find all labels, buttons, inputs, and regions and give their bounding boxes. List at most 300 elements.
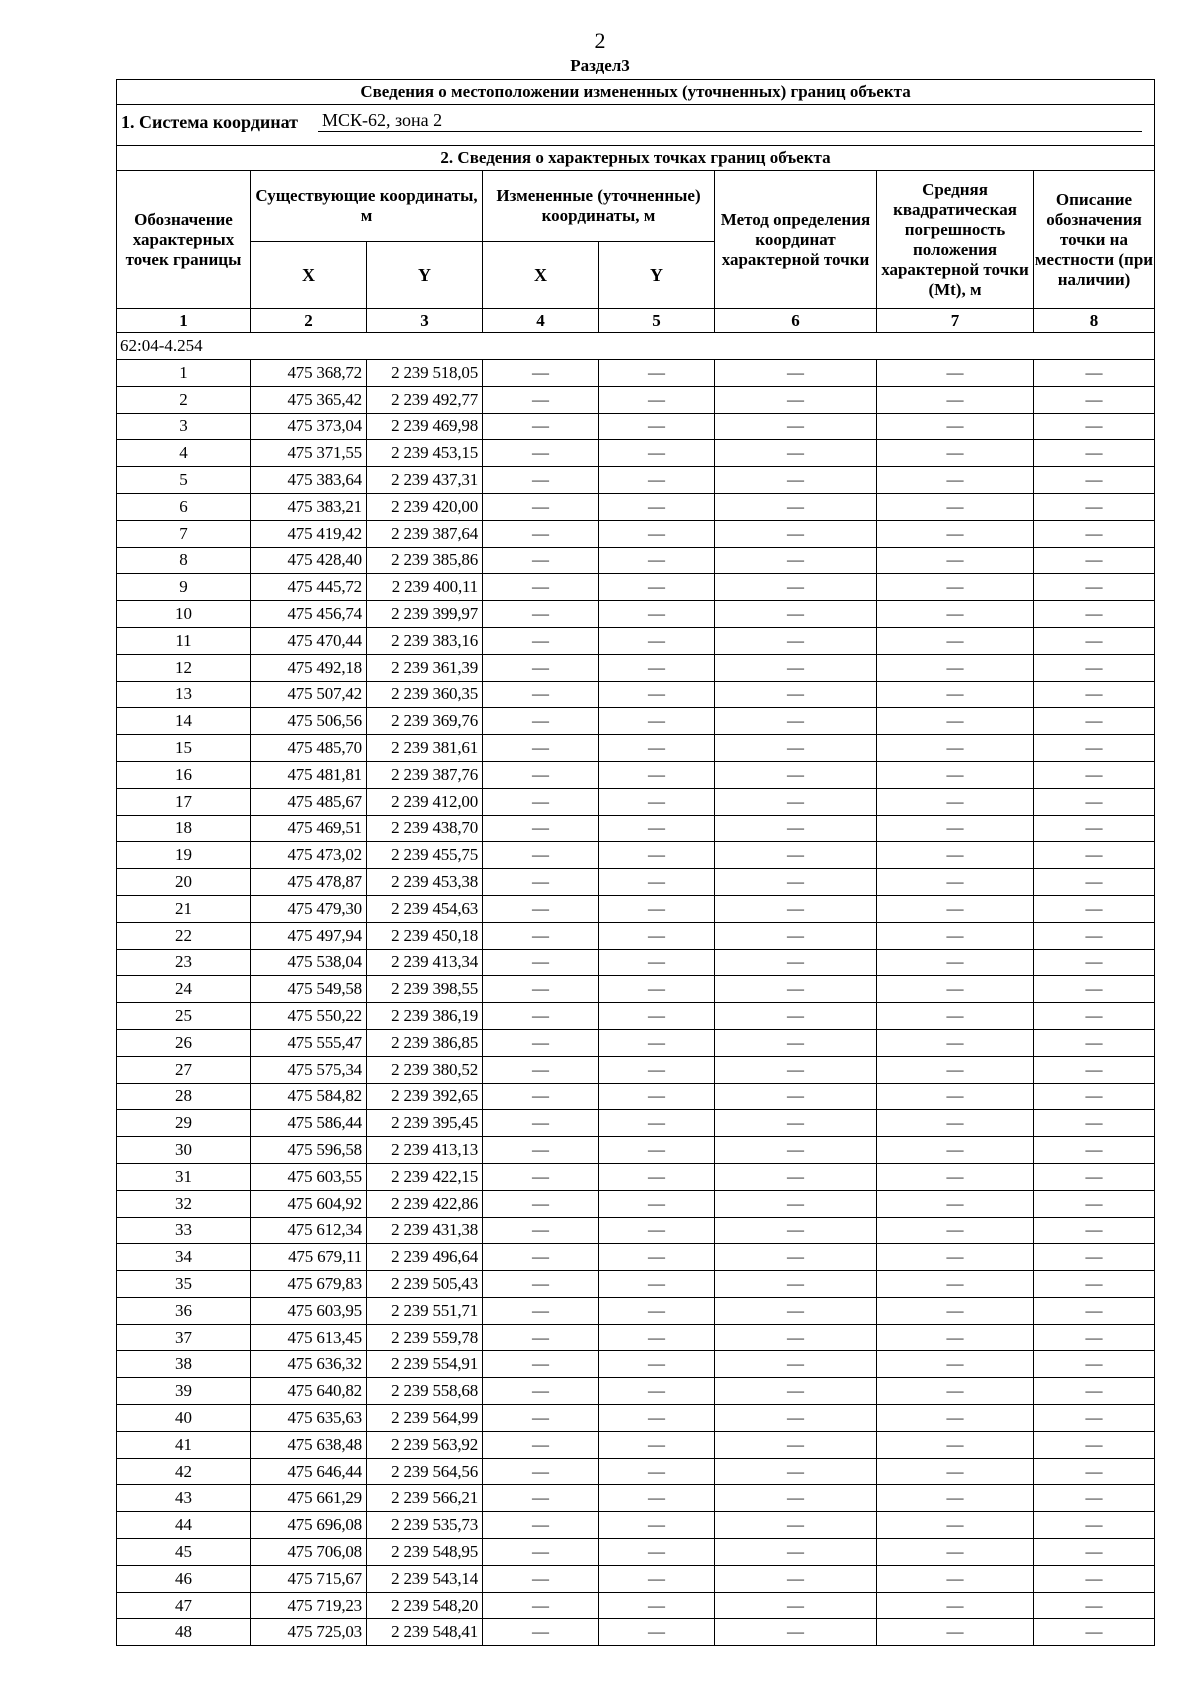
changed-x-cell: — — [483, 1539, 599, 1566]
changed-x-cell: — — [483, 788, 599, 815]
changed-y-cell: — — [599, 1378, 715, 1405]
point-number-cell: 23 — [117, 949, 251, 976]
existing-x-cell: 475 679,11 — [251, 1244, 367, 1271]
changed-y-cell: — — [599, 1539, 715, 1566]
method-cell: — — [715, 1324, 877, 1351]
existing-y-cell: 2 239 399,97 — [367, 601, 483, 628]
error-cell: — — [877, 1405, 1034, 1432]
method-cell: — — [715, 1056, 877, 1083]
existing-x-cell: 475 584,82 — [251, 1083, 367, 1110]
table-row — [117, 520, 1155, 547]
existing-x-cell: 475 506,56 — [251, 708, 367, 735]
section-label: Раздел3 — [570, 56, 630, 75]
changed-y-cell: — — [599, 627, 715, 654]
existing-x-cell: 475 612,34 — [251, 1217, 367, 1244]
error-cell: — — [877, 1351, 1034, 1378]
table-row — [117, 1324, 1155, 1351]
changed-x-cell: — — [483, 547, 599, 574]
point-number-cell: 32 — [117, 1190, 251, 1217]
existing-y-cell: 2 239 551,71 — [367, 1297, 483, 1324]
changed-y-cell: — — [599, 949, 715, 976]
column-number: 8 — [1034, 309, 1155, 333]
description-cell: — — [1034, 1244, 1155, 1271]
description-cell: — — [1034, 1190, 1155, 1217]
header-existing-x: X — [251, 242, 367, 309]
method-cell: — — [715, 1244, 877, 1271]
method-cell: — — [715, 386, 877, 413]
existing-y-cell: 2 239 385,86 — [367, 547, 483, 574]
changed-y-cell: — — [599, 895, 715, 922]
existing-y-cell: 2 239 454,63 — [367, 895, 483, 922]
point-number-cell: 17 — [117, 788, 251, 815]
method-cell: — — [715, 1083, 877, 1110]
table-row — [117, 1458, 1155, 1485]
existing-x-cell: 475 636,32 — [251, 1351, 367, 1378]
method-cell: — — [715, 1539, 877, 1566]
table-row — [117, 627, 1155, 654]
existing-x-cell: 475 479,30 — [251, 895, 367, 922]
error-cell: — — [877, 493, 1034, 520]
point-number-cell: 37 — [117, 1324, 251, 1351]
point-number-cell: 44 — [117, 1512, 251, 1539]
table-row — [117, 681, 1155, 708]
table-row — [117, 1592, 1155, 1619]
existing-x-cell: 475 469,51 — [251, 815, 367, 842]
changed-x-cell: — — [483, 1110, 599, 1137]
table-row — [117, 1056, 1155, 1083]
changed-y-cell: — — [599, 788, 715, 815]
existing-x-cell: 475 383,21 — [251, 493, 367, 520]
changed-x-cell: — — [483, 1056, 599, 1083]
existing-y-cell: 2 239 387,64 — [367, 520, 483, 547]
table-row — [117, 735, 1155, 762]
description-cell: — — [1034, 761, 1155, 788]
existing-y-cell: 2 239 558,68 — [367, 1378, 483, 1405]
method-cell: — — [715, 493, 877, 520]
point-number-cell: 5 — [117, 467, 251, 494]
header-changed-x: X — [483, 242, 599, 309]
existing-x-cell: 475 555,47 — [251, 1029, 367, 1056]
method-cell: — — [715, 788, 877, 815]
existing-x-cell: 475 635,63 — [251, 1405, 367, 1432]
description-cell: — — [1034, 1297, 1155, 1324]
error-cell: — — [877, 735, 1034, 762]
description-cell: — — [1034, 1512, 1155, 1539]
existing-y-cell: 2 239 361,39 — [367, 654, 483, 681]
error-cell: — — [877, 1003, 1034, 1030]
changed-y-cell: — — [599, 1619, 715, 1646]
changed-x-cell: — — [483, 1431, 599, 1458]
method-cell: — — [715, 360, 877, 387]
points-title: 2. Сведения о характерных точках границ объекта — [117, 146, 1155, 171]
description-cell: — — [1034, 440, 1155, 467]
existing-y-cell: 2 239 450,18 — [367, 922, 483, 949]
description-cell: — — [1034, 1351, 1155, 1378]
error-cell: — — [877, 413, 1034, 440]
changed-x-cell: — — [483, 815, 599, 842]
method-cell: — — [715, 1431, 877, 1458]
point-number-cell: 15 — [117, 735, 251, 762]
existing-x-cell: 475 679,83 — [251, 1271, 367, 1298]
table-row — [117, 1271, 1155, 1298]
existing-y-cell: 2 239 400,11 — [367, 574, 483, 601]
existing-x-cell: 475 604,92 — [251, 1190, 367, 1217]
point-number-cell: 26 — [117, 1029, 251, 1056]
table-row — [117, 708, 1155, 735]
point-number-cell: 8 — [117, 547, 251, 574]
point-number-cell: 9 — [117, 574, 251, 601]
table-row — [117, 842, 1155, 869]
point-number-cell: 28 — [117, 1083, 251, 1110]
existing-x-cell: 475 549,58 — [251, 976, 367, 1003]
existing-y-cell: 2 239 559,78 — [367, 1324, 483, 1351]
page-number: 2 — [594, 28, 606, 53]
error-cell: — — [877, 1619, 1034, 1646]
existing-y-cell: 2 239 453,15 — [367, 440, 483, 467]
method-cell: — — [715, 1351, 877, 1378]
point-number-cell: 20 — [117, 869, 251, 896]
existing-x-cell: 475 706,08 — [251, 1539, 367, 1566]
method-cell: — — [715, 1378, 877, 1405]
error-cell: — — [877, 1297, 1034, 1324]
changed-y-cell: — — [599, 735, 715, 762]
changed-y-cell: — — [599, 493, 715, 520]
point-number-cell: 4 — [117, 440, 251, 467]
existing-y-cell: 2 239 369,76 — [367, 708, 483, 735]
changed-x-cell: — — [483, 1083, 599, 1110]
method-cell: — — [715, 1137, 877, 1164]
changed-y-cell: — — [599, 574, 715, 601]
description-cell: — — [1034, 1565, 1155, 1592]
existing-x-cell: 475 719,23 — [251, 1592, 367, 1619]
method-cell: — — [715, 1110, 877, 1137]
changed-y-cell: — — [599, 1512, 715, 1539]
changed-x-cell: — — [483, 413, 599, 440]
changed-x-cell: — — [483, 1378, 599, 1405]
existing-x-cell: 475 373,04 — [251, 413, 367, 440]
description-cell: — — [1034, 493, 1155, 520]
error-cell: — — [877, 1244, 1034, 1271]
coord-system-label: 1. Система координат — [121, 112, 298, 132]
existing-x-cell: 475 550,22 — [251, 1003, 367, 1030]
existing-x-cell: 475 507,42 — [251, 681, 367, 708]
description-cell: — — [1034, 842, 1155, 869]
existing-x-cell: 475 586,44 — [251, 1110, 367, 1137]
column-number: 2 — [251, 309, 367, 333]
table-row — [117, 360, 1155, 387]
method-cell: — — [715, 413, 877, 440]
changed-x-cell: — — [483, 761, 599, 788]
changed-x-cell: — — [483, 869, 599, 896]
changed-y-cell: — — [599, 1485, 715, 1512]
existing-y-cell: 2 239 566,21 — [367, 1485, 483, 1512]
point-number-cell: 22 — [117, 922, 251, 949]
error-cell: — — [877, 1485, 1034, 1512]
changed-x-cell: — — [483, 574, 599, 601]
changed-y-cell: — — [599, 1324, 715, 1351]
changed-y-cell: — — [599, 1244, 715, 1271]
existing-y-cell: 2 239 431,38 — [367, 1217, 483, 1244]
table-row — [117, 386, 1155, 413]
existing-y-cell: 2 239 413,13 — [367, 1137, 483, 1164]
changed-x-cell: — — [483, 735, 599, 762]
header-error: Средняя квадратическая погрешность положения характерной точки (Mt), м — [877, 171, 1034, 309]
changed-y-cell: — — [599, 547, 715, 574]
existing-y-cell: 2 239 455,75 — [367, 842, 483, 869]
existing-y-cell: 2 239 438,70 — [367, 815, 483, 842]
existing-y-cell: 2 239 548,20 — [367, 1592, 483, 1619]
table-row — [117, 1217, 1155, 1244]
existing-x-cell: 475 715,67 — [251, 1565, 367, 1592]
method-cell: — — [715, 1485, 877, 1512]
table-row — [117, 976, 1155, 1003]
point-number-cell: 27 — [117, 1056, 251, 1083]
changed-x-cell: — — [483, 1458, 599, 1485]
changed-y-cell: — — [599, 1029, 715, 1056]
point-number-cell: 38 — [117, 1351, 251, 1378]
changed-x-cell: — — [483, 627, 599, 654]
existing-y-cell: 2 239 392,65 — [367, 1083, 483, 1110]
error-cell: — — [877, 547, 1034, 574]
point-number-cell: 36 — [117, 1297, 251, 1324]
description-cell: — — [1034, 520, 1155, 547]
changed-y-cell: — — [599, 440, 715, 467]
existing-x-cell: 475 640,82 — [251, 1378, 367, 1405]
existing-x-cell: 475 419,42 — [251, 520, 367, 547]
error-cell: — — [877, 467, 1034, 494]
point-number-cell: 12 — [117, 654, 251, 681]
changed-y-cell: — — [599, 1565, 715, 1592]
existing-x-cell: 475 538,04 — [251, 949, 367, 976]
error-cell: — — [877, 601, 1034, 628]
column-number: 6 — [715, 309, 877, 333]
description-cell: — — [1034, 1458, 1155, 1485]
description-cell: — — [1034, 1110, 1155, 1137]
changed-x-cell: — — [483, 1592, 599, 1619]
method-cell: — — [715, 1003, 877, 1030]
existing-x-cell: 475 481,81 — [251, 761, 367, 788]
existing-y-cell: 2 239 380,52 — [367, 1056, 483, 1083]
error-cell: — — [877, 1137, 1034, 1164]
point-number-cell: 45 — [117, 1539, 251, 1566]
point-number-cell: 11 — [117, 627, 251, 654]
point-number-cell: 1 — [117, 360, 251, 387]
error-cell: — — [877, 1163, 1034, 1190]
changed-y-cell: — — [599, 922, 715, 949]
existing-y-cell: 2 239 360,35 — [367, 681, 483, 708]
error-cell: — — [877, 1083, 1034, 1110]
changed-y-cell: — — [599, 976, 715, 1003]
changed-x-cell: — — [483, 1003, 599, 1030]
error-cell: — — [877, 922, 1034, 949]
changed-x-cell: — — [483, 654, 599, 681]
description-cell: — — [1034, 895, 1155, 922]
point-number-cell: 7 — [117, 520, 251, 547]
description-cell: — — [1034, 1137, 1155, 1164]
changed-x-cell: — — [483, 1271, 599, 1298]
changed-x-cell: — — [483, 467, 599, 494]
point-number-cell: 16 — [117, 761, 251, 788]
method-cell: — — [715, 869, 877, 896]
changed-y-cell: — — [599, 869, 715, 896]
changed-y-cell: — — [599, 413, 715, 440]
description-cell: — — [1034, 1271, 1155, 1298]
point-number-cell: 18 — [117, 815, 251, 842]
description-cell: — — [1034, 1405, 1155, 1432]
existing-x-cell: 475 596,58 — [251, 1137, 367, 1164]
table-row — [117, 761, 1155, 788]
description-cell: — — [1034, 574, 1155, 601]
table-row — [117, 815, 1155, 842]
table-row — [117, 1431, 1155, 1458]
method-cell: — — [715, 976, 877, 1003]
table-row — [117, 654, 1155, 681]
changed-x-cell: — — [483, 1029, 599, 1056]
changed-y-cell: — — [599, 1110, 715, 1137]
existing-y-cell: 2 239 563,92 — [367, 1431, 483, 1458]
existing-y-cell: 2 239 422,86 — [367, 1190, 483, 1217]
existing-x-cell: 475 696,08 — [251, 1512, 367, 1539]
changed-y-cell: — — [599, 842, 715, 869]
existing-x-cell: 475 365,42 — [251, 386, 367, 413]
error-cell: — — [877, 1029, 1034, 1056]
existing-y-cell: 2 239 548,95 — [367, 1539, 483, 1566]
header-changed-coords: Измененные (уточненные) координаты, м — [483, 171, 715, 242]
method-cell: — — [715, 1271, 877, 1298]
table-row — [117, 1539, 1155, 1566]
method-cell: — — [715, 735, 877, 762]
description-cell: — — [1034, 815, 1155, 842]
description-cell: — — [1034, 1217, 1155, 1244]
changed-y-cell: — — [599, 1137, 715, 1164]
changed-x-cell: — — [483, 1485, 599, 1512]
existing-y-cell: 2 239 386,85 — [367, 1029, 483, 1056]
changed-x-cell: — — [483, 440, 599, 467]
point-number-cell: 19 — [117, 842, 251, 869]
error-cell: — — [877, 1378, 1034, 1405]
error-cell: — — [877, 842, 1034, 869]
method-cell: — — [715, 949, 877, 976]
existing-y-cell: 2 239 422,15 — [367, 1163, 483, 1190]
method-cell: — — [715, 895, 877, 922]
error-cell: — — [877, 761, 1034, 788]
table-row — [117, 574, 1155, 601]
table-row — [117, 1190, 1155, 1217]
description-cell: — — [1034, 413, 1155, 440]
error-cell: — — [877, 574, 1034, 601]
table-row — [117, 1083, 1155, 1110]
point-number-cell: 47 — [117, 1592, 251, 1619]
existing-x-cell: 475 445,72 — [251, 574, 367, 601]
error-cell: — — [877, 654, 1034, 681]
method-cell: — — [715, 1565, 877, 1592]
description-cell: — — [1034, 1083, 1155, 1110]
changed-y-cell: — — [599, 1083, 715, 1110]
point-number-cell: 41 — [117, 1431, 251, 1458]
existing-x-cell: 475 383,64 — [251, 467, 367, 494]
changed-x-cell: — — [483, 976, 599, 1003]
changed-y-cell: — — [599, 1163, 715, 1190]
existing-y-cell: 2 239 413,34 — [367, 949, 483, 976]
point-number-cell: 46 — [117, 1565, 251, 1592]
changed-y-cell: — — [599, 708, 715, 735]
point-number-cell: 3 — [117, 413, 251, 440]
method-cell: — — [715, 547, 877, 574]
description-cell: — — [1034, 1324, 1155, 1351]
method-cell: — — [715, 440, 877, 467]
changed-x-cell: — — [483, 1244, 599, 1271]
existing-y-cell: 2 239 412,00 — [367, 788, 483, 815]
changed-x-cell: — — [483, 1619, 599, 1646]
changed-y-cell: — — [599, 1217, 715, 1244]
table-row — [117, 1619, 1155, 1646]
changed-y-cell: — — [599, 1431, 715, 1458]
changed-x-cell: — — [483, 1351, 599, 1378]
error-cell: — — [877, 681, 1034, 708]
method-cell: — — [715, 627, 877, 654]
changed-x-cell: — — [483, 949, 599, 976]
table-row — [117, 1110, 1155, 1137]
description-cell: — — [1034, 788, 1155, 815]
changed-y-cell: — — [599, 1297, 715, 1324]
method-cell: — — [715, 922, 877, 949]
existing-x-cell: 475 456,74 — [251, 601, 367, 628]
method-cell: — — [715, 1592, 877, 1619]
error-cell: — — [877, 708, 1034, 735]
changed-x-cell: — — [483, 842, 599, 869]
changed-x-cell: — — [483, 520, 599, 547]
description-cell: — — [1034, 654, 1155, 681]
changed-y-cell: — — [599, 360, 715, 387]
table-row — [117, 1485, 1155, 1512]
description-cell: — — [1034, 735, 1155, 762]
existing-x-cell: 475 613,45 — [251, 1324, 367, 1351]
method-cell: — — [715, 1619, 877, 1646]
description-cell: — — [1034, 1378, 1155, 1405]
method-cell: — — [715, 815, 877, 842]
method-cell: — — [715, 1297, 877, 1324]
point-number-cell: 14 — [117, 708, 251, 735]
changed-x-cell: — — [483, 1190, 599, 1217]
method-cell: — — [715, 1163, 877, 1190]
table-row — [117, 1351, 1155, 1378]
existing-y-cell: 2 239 383,16 — [367, 627, 483, 654]
changed-x-cell: — — [483, 601, 599, 628]
changed-x-cell: — — [483, 386, 599, 413]
error-cell: — — [877, 815, 1034, 842]
column-number: 4 — [483, 309, 599, 333]
existing-x-cell: 475 473,02 — [251, 842, 367, 869]
point-number-cell: 29 — [117, 1110, 251, 1137]
existing-y-cell: 2 239 543,14 — [367, 1565, 483, 1592]
point-number-cell: 43 — [117, 1485, 251, 1512]
description-cell: — — [1034, 627, 1155, 654]
column-number: 1 — [117, 309, 251, 333]
table-row — [117, 440, 1155, 467]
table-row — [117, 547, 1155, 574]
point-number-cell: 35 — [117, 1271, 251, 1298]
point-number-cell: 24 — [117, 976, 251, 1003]
existing-x-cell: 475 492,18 — [251, 654, 367, 681]
changed-x-cell: — — [483, 895, 599, 922]
existing-x-cell: 475 638,48 — [251, 1431, 367, 1458]
description-cell: — — [1034, 547, 1155, 574]
method-cell: — — [715, 842, 877, 869]
changed-y-cell: — — [599, 761, 715, 788]
existing-x-cell: 475 428,40 — [251, 547, 367, 574]
changed-y-cell: — — [599, 1351, 715, 1378]
method-cell: — — [715, 467, 877, 494]
